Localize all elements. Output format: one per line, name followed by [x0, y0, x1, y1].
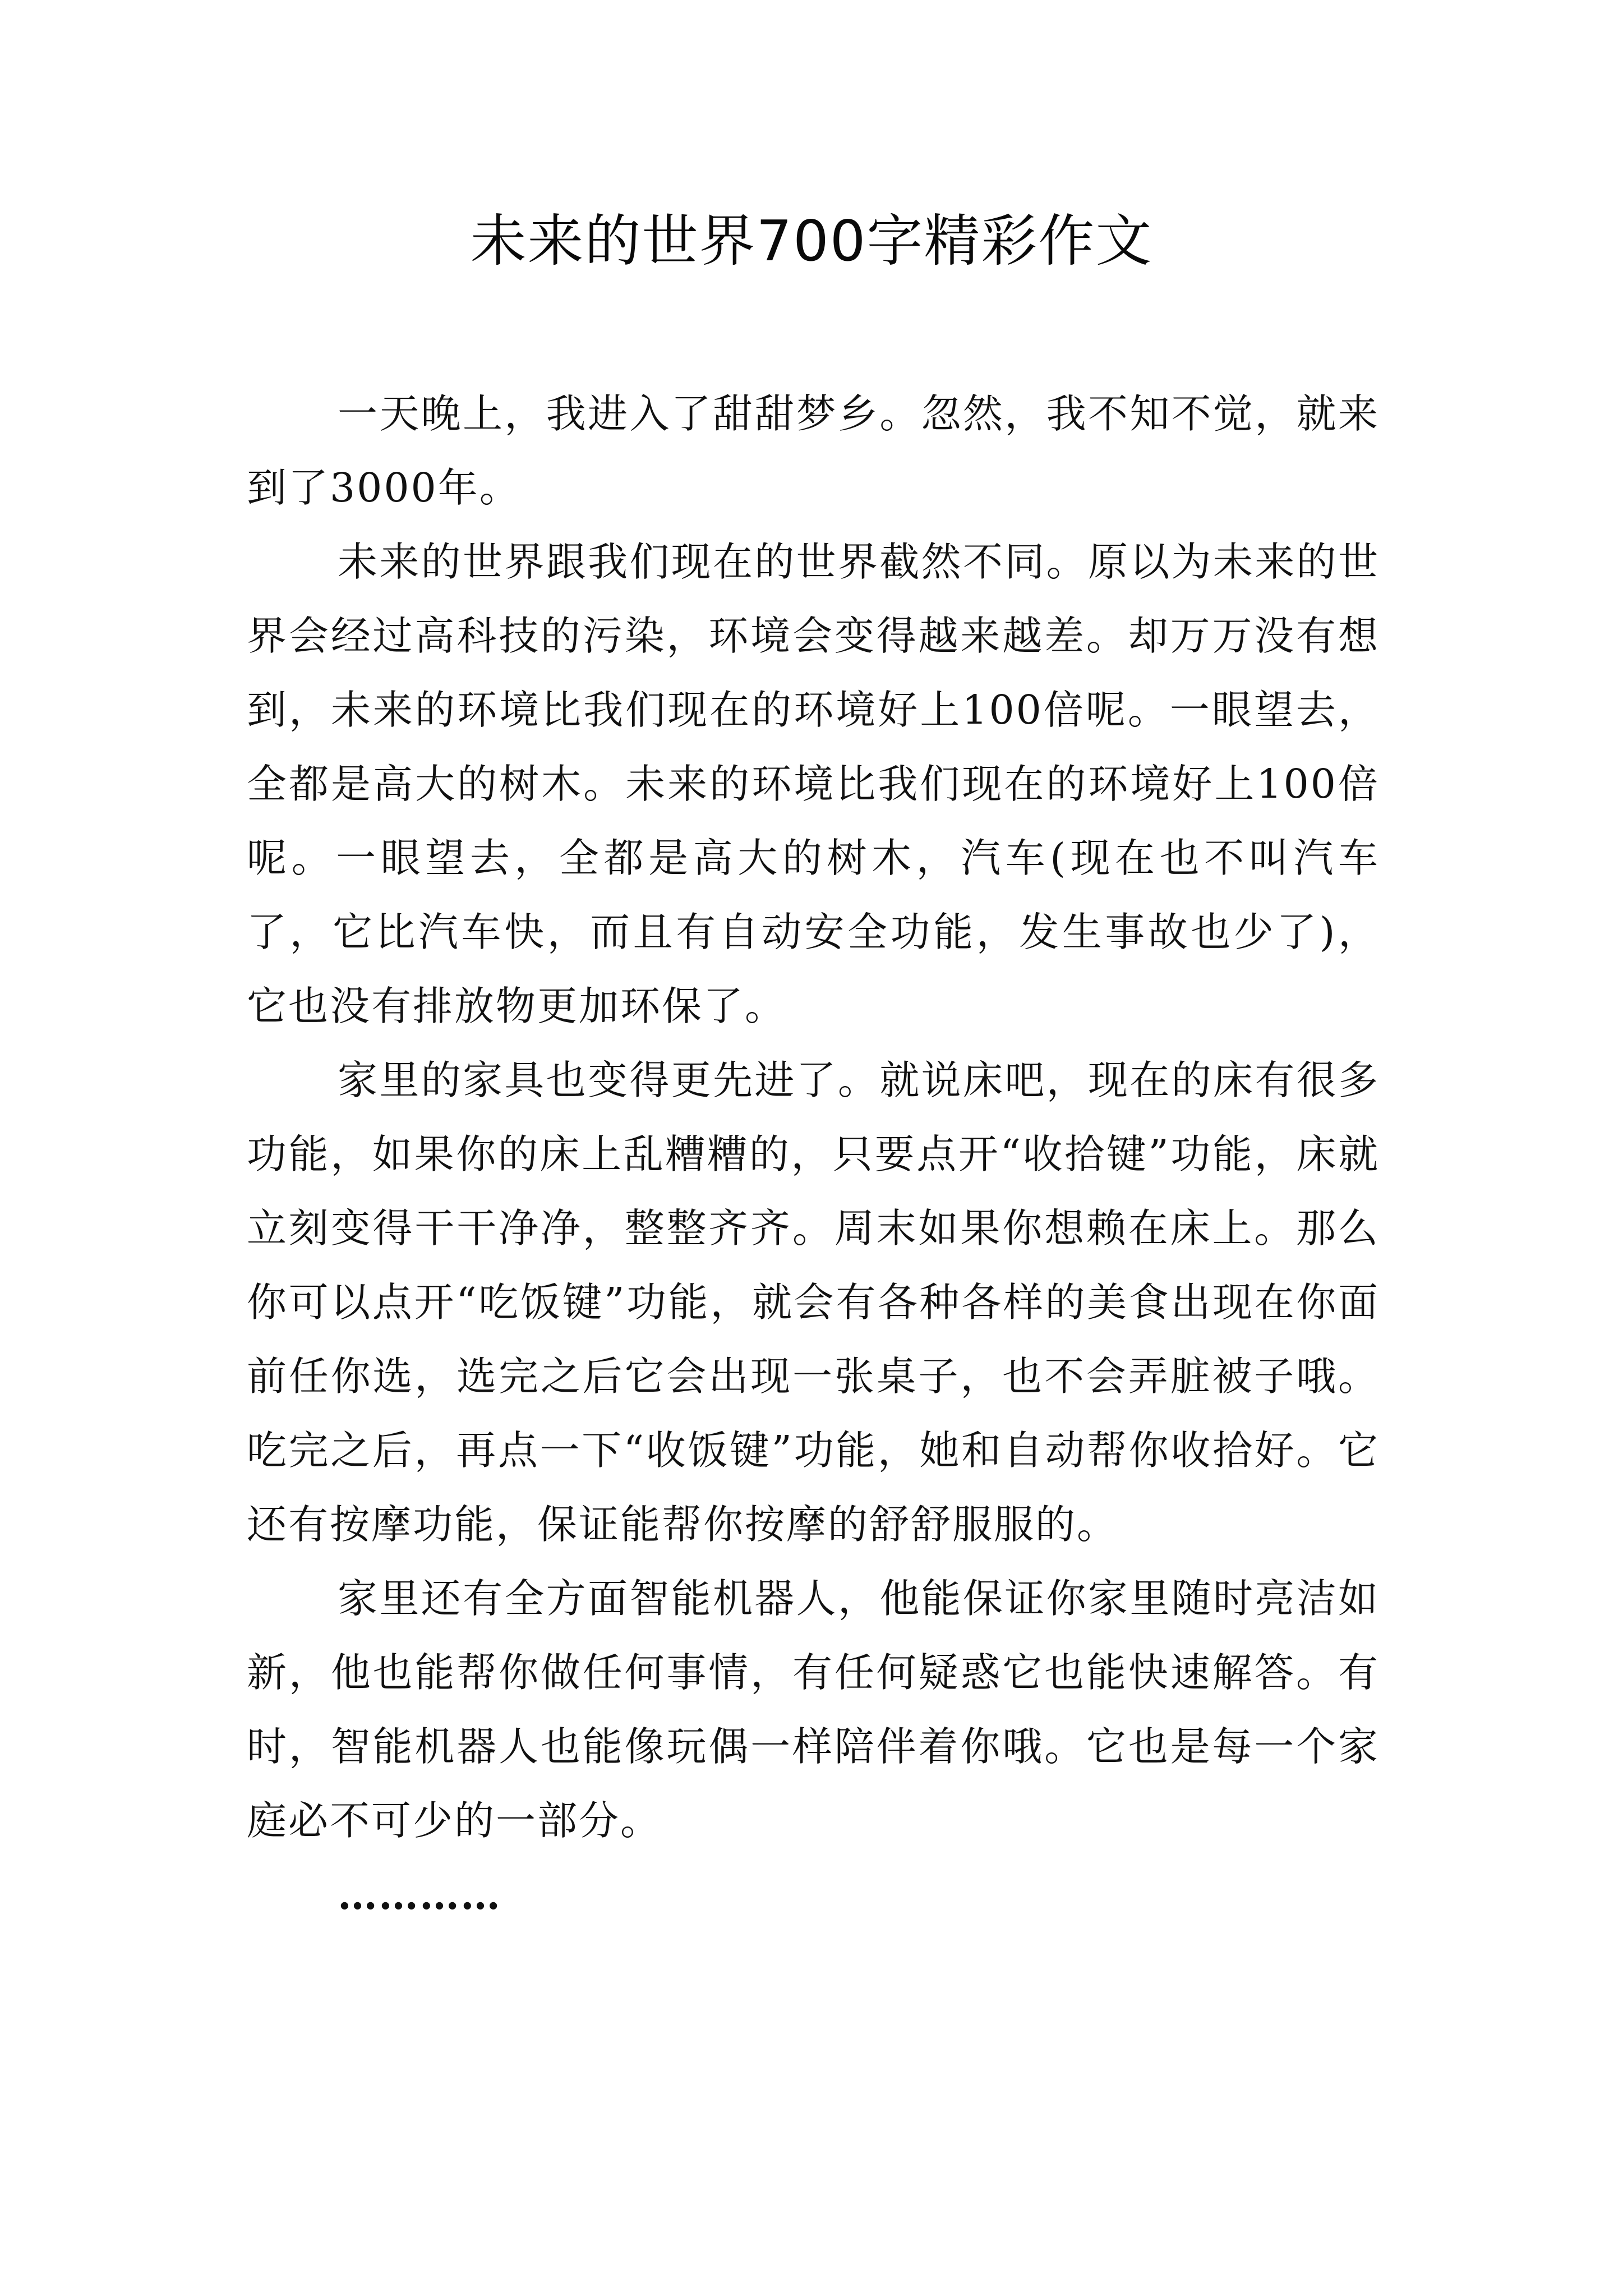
document-title: 未来的世界700字精彩作文 [470, 208, 1153, 274]
ellipsis: ………… [338, 1871, 501, 1918]
paragraph: 一天晚上，我进入了甜甜梦乡。忽然，我不知不觉，就来到了3000年。 [247, 390, 1380, 511]
paragraph: 家里还有全方面智能机器人，他能保证你家里随时亮洁如新，他也能帮你做任何事情，有任何疑惑它也能快速解答。有时，智能机器人也能像玩偶一样陪伴着你哦。它也是每一个家庭必不可少的一部分。 [247, 1575, 1380, 1844]
paragraph: 未来的世界跟我们现在的世界截然不同。原以为未来的世界会经过高科技的污染，环境会变得越来越差。却万万没有想到，未来的环境比我们现在的环境好上100倍呢。一眼望去，全都是高大的树木。未来的环境比我们现在的环境好上100倍呢。一眼望去，全都是高大的树木，汽车(现在也不叫汽车了，它比汽车快，而且有自动安全功能，发生事故也少了)，它也没有排放物更加环保了。 [247, 539, 1380, 1029]
paragraph: 家里的家具也变得更先进了。就说床吧，现在的床有很多功能，如果你的床上乱糟糟的，只要点开“收拾键”功能，床就立刻变得干干净净，整整齐齐。周末如果你想赖在床上。那么你可以点开“吃饭键”功能，就会有各种各样的美食出现在你面前任你选，选完之后它会出现一张桌子，也不会弄脏被子哦。吃完之后，再点一下“收饭键”功能，她和自动帮你收拾好。它还有按摩功能，保证能帮你按摩的舒舒服服的。 [247, 1057, 1380, 1548]
document-body [247, 377, 1380, 1932]
